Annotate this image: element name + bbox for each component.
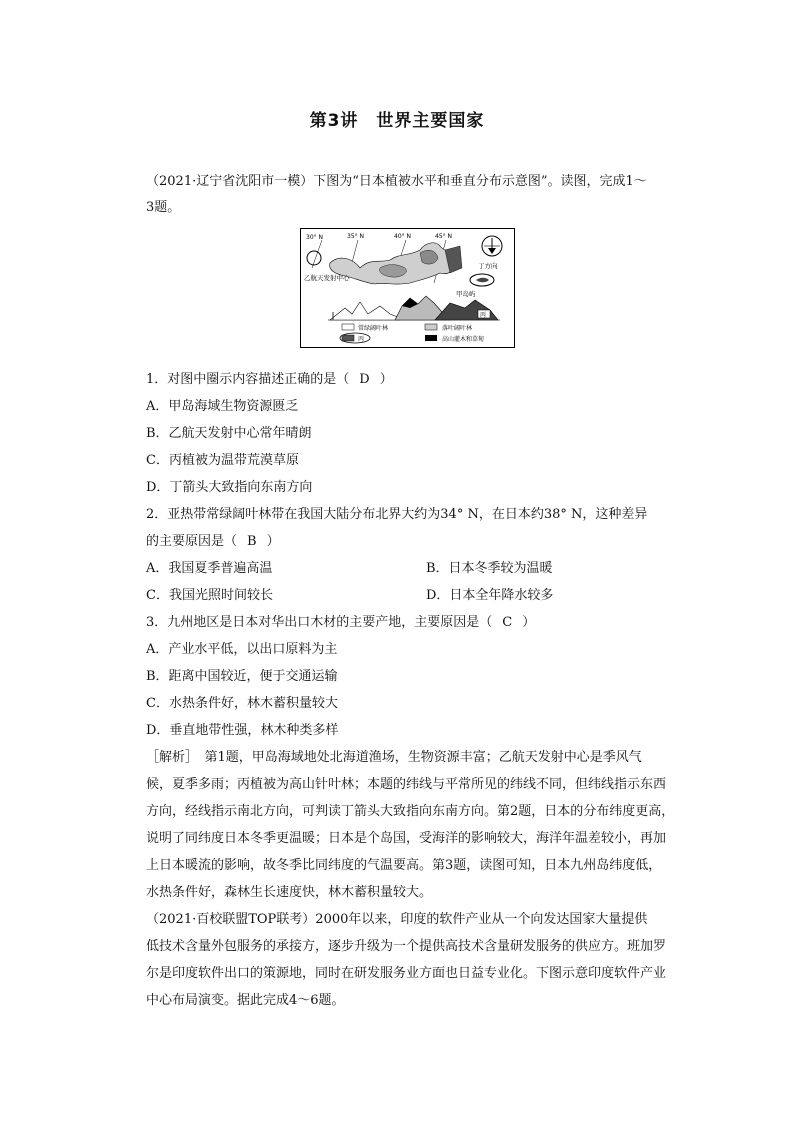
lat-45-label: 45° N [435, 233, 453, 240]
title-part1: 第3讲 [309, 111, 359, 131]
q3-option-c: C．水热条件好，林木蓄积量较大 [146, 696, 338, 711]
intro1-line1: （2021·辽宁省沈阳市一模）下图为“日本植被水平和垂直分布示意图”。读图，完成1～ [146, 174, 647, 189]
q2-close: ） [266, 534, 280, 549]
legend-swatch-alpine [425, 335, 437, 341]
intro1-line2: 3题。 [146, 200, 181, 215]
island-label: 甲岛屿 [456, 290, 476, 298]
q2-option-a: A．我国夏季普遍高温 [146, 561, 273, 576]
q1-option-b: B．乙航天发射中心常年晴朗 [146, 426, 312, 441]
q3-stem-text: 3．九州地区是日本对华出口木材的主要产地，主要原因是（ [146, 615, 493, 630]
q2-stem-text: 的主要原因是（ [146, 534, 238, 549]
q3-answer: C [502, 615, 513, 630]
q2-option-c: C．我国光照时间较长 [146, 588, 273, 603]
legend-swatch-bing [342, 335, 354, 341]
lat-35-label: 35° N [347, 233, 365, 240]
q2-stem-line1: 2．亚热带常绿阔叶林带在我国大陆分布北界大约为34° N，在日本约38° N，这种差异 [146, 507, 648, 522]
figure-svg [300, 228, 515, 348]
analysis-line5: 上日本暖流的影响，故冬季比同纬度的气温要高。第3题，读图可知，日本九州岛纬度低， [146, 858, 662, 873]
q1-option-d: D．丁箭头大致指向东南方向 [146, 480, 313, 495]
analysis-line6: 水热条件好，森林生长速度快，林木蓄积量较大。 [146, 885, 433, 900]
q1-stem [146, 368, 393, 387]
legend-swatch-deciduous [425, 324, 437, 330]
q1-stem-text: 1．对图中圈示内容描述正确的是（ [146, 372, 350, 387]
legend-bing: 丙 [358, 336, 365, 343]
intro2-line2: 低技术含量外包服务的承接方，逐步升级为一个提供高技术含量研发服务的供应方。班加罗 [146, 939, 667, 954]
q3-option-a: A．产业水平低，以出口原料为主 [146, 642, 338, 657]
q2-answer: B [247, 534, 257, 549]
analysis-line2: 候，夏季多雨；丙植被为高山针叶林；本题的纬线与平常所见的纬线不同，但纬线指示东西 [146, 777, 667, 792]
legend-alpine: 高山灌木和草甸 [442, 336, 485, 343]
q2-option-d: D．日本全年降水较多 [426, 588, 554, 603]
legend-deciduous: 落叶阔叶林 [442, 325, 473, 332]
q1-answer: D [359, 372, 370, 387]
q1-close: ） [379, 372, 393, 387]
lat-30-label: 30° N [306, 234, 324, 241]
q3-option-d: D．垂直地带性强，林木种类多样 [146, 723, 339, 738]
analysis-line1: ［解析］ 第1题，甲岛海域地处北海道渔场，生物资源丰富；乙航天发射中心是季风气 [146, 750, 642, 765]
analysis-line4: 说明了同纬度日本冬季更温暖；日本是个岛国，受海洋的影响较大，海洋年温差较小，再加 [146, 831, 667, 846]
q1-option-a: A．甲岛海域生物资源匮乏 [146, 399, 299, 414]
lat-40-label: 40° N [394, 233, 412, 240]
intro2-line3: 尔是印度软件出口的策源地，同时在研发服务业方面也日益专业化。下图示意印度软件产业 [146, 966, 667, 981]
q2-stem-line2 [146, 530, 280, 549]
intro2-line4: 中心布局演变。据此完成4～6题。 [146, 993, 345, 1008]
q3-stem [146, 611, 535, 630]
japan-vegetation-figure [300, 228, 515, 348]
analysis-line3: 方向，经线指示南北方向，可判读丁箭头大致指向东南方向。第2题，日本的分布纬度更高， [146, 804, 675, 819]
direction-label: 丁方向 [478, 262, 498, 270]
bing-label: 丙 [480, 312, 487, 319]
page-title [0, 106, 794, 131]
q1-option-c: C．丙植被为温带荒漠草原 [146, 453, 299, 468]
intro2-line1: （2021·百校联盟TOP联考）2000年以来，印度的软件产业从一个向发达国家大量提供 [146, 912, 648, 927]
q2-option-b: B．日本冬季较为温暖 [426, 561, 553, 576]
launch-center-label: 乙航天发射中心 [304, 274, 350, 282]
legend-evergreen: 常绿阔叶林 [358, 325, 389, 332]
legend-swatch-evergreen [342, 324, 354, 330]
q3-option-b: B．距离中国较近，便于交通运输 [146, 669, 338, 684]
q3-close: ） [522, 615, 536, 630]
title-part2: 世界主要国家 [376, 111, 485, 131]
